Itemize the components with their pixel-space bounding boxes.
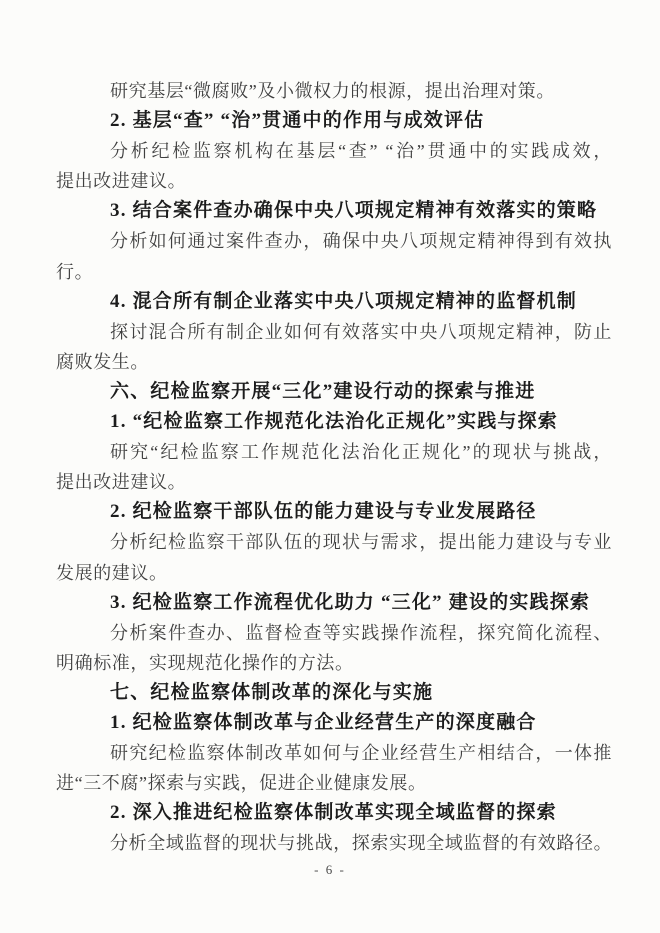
doc-line-body: 提出改进建议。 (56, 171, 187, 192)
doc-line-heading: 4. 混合所有制企业落实中央八项规定精神的监督机制 (110, 290, 578, 312)
doc-line-body: 研究纪检监察体制改革如何与企业经营生产相结合，一体推 (110, 743, 612, 764)
doc-line-body: 分析案件查办、监督检查等实践操作流程，探究简化流程、 (110, 622, 612, 643)
doc-line-body: 分析全域监督的现状与挑战，探索实现全域监督的有效路径。 (110, 833, 613, 854)
doc-line-heading: 3. 纪检监察工作流程优化助力 “三化” 建设的实践探索 (110, 591, 591, 613)
doc-line-body: 进“三不腐”探索与实践，促进企业健康发展。 (56, 773, 427, 794)
doc-line-heading: 3. 结合案件查办确保中央八项规定精神有效落实的策略 (110, 200, 598, 222)
doc-line-body: 提出改进建议。 (56, 472, 187, 493)
doc-line-section-heading: 七、纪检监察体制改革的深化与实施 (110, 681, 434, 703)
doc-line-heading: 1. “纪检监察工作规范化法治化正规化”实践与探索 (110, 411, 559, 433)
doc-line-body: 研究“纪检监察工作规范化法治化正规化”的现状与挑战， (110, 442, 612, 463)
doc-line-heading: 2. 基层“查” “治”贯通中的作用与成效评估 (110, 110, 485, 132)
doc-line-heading: 2. 深入推进纪检监察体制改革实现全域监督的探索 (110, 802, 557, 824)
doc-line-heading: 1. 纪检监察体制改革与企业经营生产的深度融合 (110, 711, 537, 733)
doc-line-body: 腐败发生。 (56, 351, 149, 372)
page-number: - 6 - (314, 862, 346, 877)
doc-line-heading: 2. 纪检监察干部队伍的能力建设与专业发展路径 (110, 501, 537, 523)
doc-line-body: 发展的建议。 (56, 562, 168, 583)
doc-line-body: 分析纪检监察干部队伍的现状与需求，提出能力建设与专业 (110, 532, 612, 553)
doc-line-body: 研究基层“微腐败”及小微权力的根源，提出治理对策。 (110, 81, 555, 101)
doc-line-body: 分析纪检监察机构在基层“查” “治”贯通中的实践成效， (110, 141, 612, 162)
doc-line-section-heading: 六、纪检监察开展“三化”建设行动的探索与推进 (110, 380, 536, 402)
doc-line-body: 分析如何通过案件查办，确保中央八项规定精神得到有效执 (110, 231, 612, 252)
doc-line-body: 明确标准，实现规范化操作的方法。 (56, 652, 354, 673)
doc-line-body: 行。 (56, 261, 94, 282)
doc-line-body: 探讨混合所有制企业如何有效落实中央八项规定精神，防止 (110, 321, 612, 342)
